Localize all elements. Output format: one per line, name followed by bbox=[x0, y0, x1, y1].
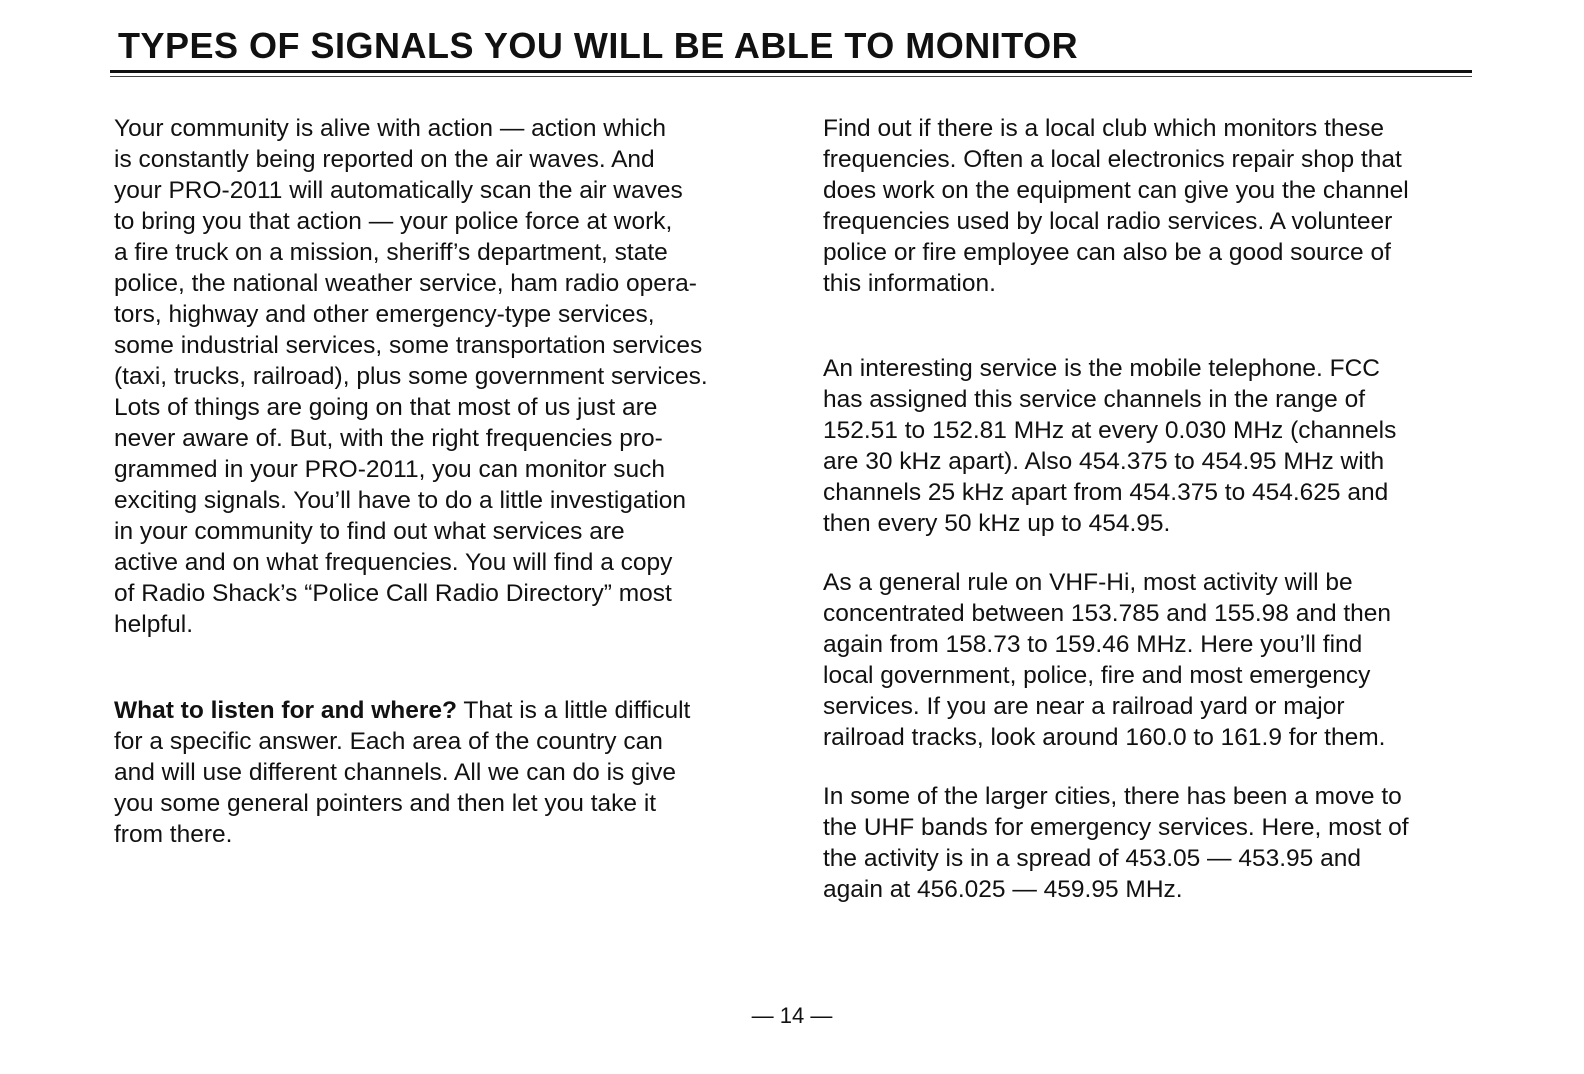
text-line: the UHF bands for emergency services. Here, most of bbox=[823, 814, 1409, 841]
text-line: In some of the larger cities, there has been a move to bbox=[823, 783, 1402, 810]
title-rule-thick bbox=[110, 70, 1472, 73]
text-line: exciting signals. You’ll have to do a little investigation bbox=[114, 487, 687, 514]
mobile-telephone-paragraph bbox=[823, 353, 1396, 539]
text-line: from there. bbox=[114, 821, 233, 848]
text-line: this information. bbox=[823, 270, 996, 297]
text-line: again from 158.73 to 159.46 MHz. Here you’ll find bbox=[823, 631, 1363, 658]
text-line: of Radio Shack’s “Police Call Radio Directory” most bbox=[114, 580, 672, 607]
text-line bbox=[114, 695, 690, 726]
text-line: railroad tracks, look around 160.0 to 161.9 for them. bbox=[823, 724, 1386, 751]
text-line: police, the national weather service, ham radio opera- bbox=[114, 270, 697, 297]
text-line: to bring you that action — your police force at work, bbox=[114, 208, 673, 235]
text-line: channels 25 kHz apart from 454.375 to 454.625 and bbox=[823, 479, 1389, 506]
page-title: TYPES OF SIGNALS YOU WILL BE ABLE TO MONITOR bbox=[118, 25, 1079, 66]
text-line: Your community is alive with action — action which bbox=[114, 115, 666, 142]
text-line: 152.51 to 152.81 MHz at every 0.030 MHz (channels bbox=[823, 417, 1397, 444]
text-line: frequencies used by local radio services. A volunteer bbox=[823, 208, 1393, 235]
text-line: tors, highway and other emergency-type services, bbox=[114, 301, 655, 328]
listen-first-line-rest: That is a little difficult bbox=[457, 697, 691, 724]
text-line: and will use different channels. All we can do is give bbox=[114, 759, 677, 786]
text-line: has assigned this service channels in the range of bbox=[823, 386, 1366, 413]
club-paragraph bbox=[823, 113, 1409, 299]
text-line: local government, police, fire and most emergency bbox=[823, 662, 1371, 689]
text-line: you some general pointers and then let you take it bbox=[114, 790, 657, 817]
uhf-paragraph bbox=[823, 781, 1409, 905]
listen-heading: What to listen for and where? bbox=[114, 697, 458, 724]
text-line: never aware of. But, with the right frequencies pro- bbox=[114, 425, 663, 452]
text-line: is constantly being reported on the air waves. And bbox=[114, 146, 655, 173]
text-line: your PRO-2011 will automatically scan the air waves bbox=[114, 177, 683, 204]
text-line: An interesting service is the mobile telephone. FCC bbox=[823, 355, 1380, 382]
text-line: the activity is in a spread of 453.05 — 453.95 and bbox=[823, 845, 1361, 872]
text-line: As a general rule on VHF-Hi, most activity will be bbox=[823, 569, 1353, 596]
listen-paragraph bbox=[114, 695, 690, 850]
text-line: services. If you are near a railroad yard or major bbox=[823, 693, 1345, 720]
text-line: frequencies. Often a local electronics repair shop that bbox=[823, 146, 1402, 173]
text-line: does work on the equipment can give you the channel bbox=[823, 177, 1409, 204]
vhf-paragraph bbox=[823, 567, 1391, 753]
text-line: a fire truck on a mission, sheriff’s department, state bbox=[114, 239, 668, 266]
text-line: some industrial services, some transportation services bbox=[114, 332, 703, 359]
text-line: helpful. bbox=[114, 611, 194, 638]
page-number: — 14 — bbox=[751, 1003, 833, 1028]
text-line: grammed in your PRO-2011, you can monitor such bbox=[114, 456, 666, 483]
text-line: (taxi, trucks, railroad), plus some government services. bbox=[114, 363, 708, 390]
text-line: concentrated between 153.785 and 155.98 and then bbox=[823, 600, 1392, 627]
text-line: again at 456.025 — 459.95 MHz. bbox=[823, 876, 1183, 903]
text-line: then every 50 kHz up to 454.95. bbox=[823, 510, 1171, 537]
text-line: are 30 kHz apart). Also 454.375 to 454.95 MHz with bbox=[823, 448, 1385, 475]
text-line: in your community to find out what services are bbox=[114, 518, 625, 545]
text-line: Find out if there is a local club which monitors these bbox=[823, 115, 1385, 142]
text-line: for a specific answer. Each area of the country can bbox=[114, 728, 663, 755]
intro-paragraph bbox=[114, 113, 708, 640]
text-line: active and on what frequencies. You will find a copy bbox=[114, 549, 673, 576]
text-line: police or fire employee can also be a good source of bbox=[823, 239, 1391, 266]
text-line: Lots of things are going on that most of us just are bbox=[114, 394, 658, 421]
title-rule-thin bbox=[110, 76, 1472, 77]
